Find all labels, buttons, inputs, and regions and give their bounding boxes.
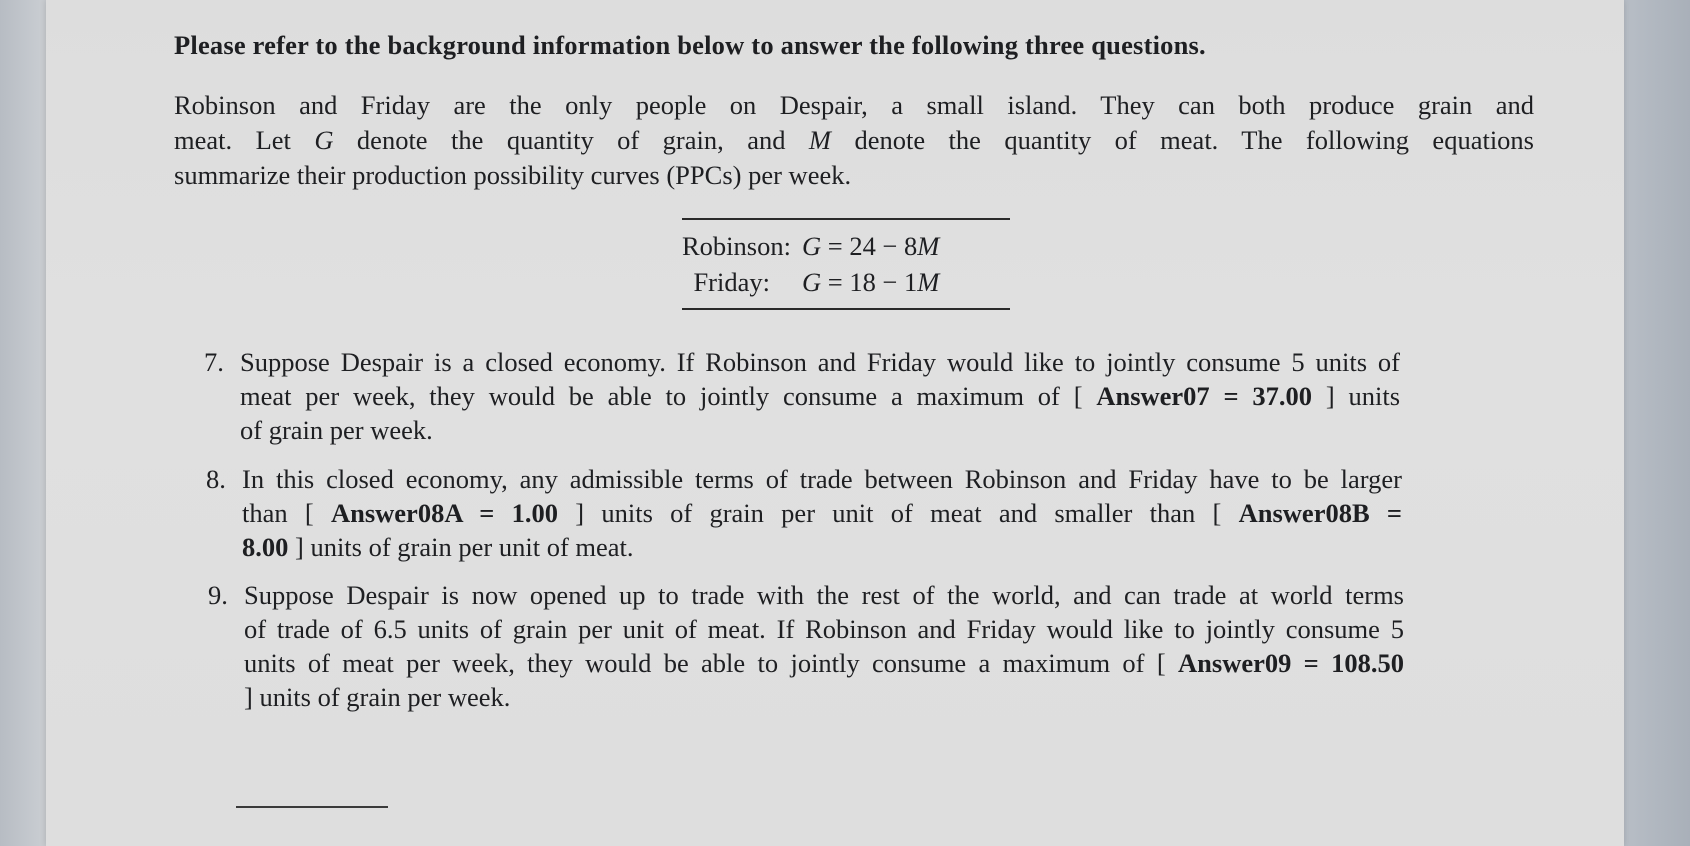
question-body: In this closed economy, any admissible terms of trade between Robinson and Friday have to be larger than [ Answer08A = 1.00 ] units of grain per unit of meat and smaller than [ Answer08B = 8.00 ] units of grain per unit of meat. [242, 464, 1402, 562]
monitor-bezel-right [1618, 0, 1690, 846]
answer-07: Answer07 = 37.00 [1096, 381, 1313, 411]
question-number: 9. [208, 580, 228, 610]
ppc-row-robinson [682, 228, 1010, 264]
question-body: Suppose Despair is a closed economy. If Robinson and Friday would like to jointly consume 5 units of meat per week, they would be able to jointly consume a maximum of [ Answer07 = 37.00 ] units of grain per week. [240, 347, 1401, 445]
answer-09: Answer09 = 108.50 [1178, 648, 1404, 678]
document-page [46, 0, 1624, 846]
monitor-bezel-left [0, 0, 40, 846]
intro-line-2: meat. Let G denote the quantity of grain, and M denote the quantity of meat. The following equations [174, 125, 1534, 155]
background-paragraph [174, 88, 1534, 193]
question-9 [208, 578, 1408, 728]
intro-line-1: Robinson and Friday are the only people on Despair, a small island. They can both produce grain and [174, 90, 1534, 120]
intro-line-3: summarize their production possibility curves (PPCs) per week. [174, 160, 852, 190]
answer-08b-value: 8.00 [242, 532, 289, 562]
question-number: 7. [204, 347, 224, 377]
answer-08a: Answer08A = 1.00 [330, 498, 558, 528]
ppc-row-friday [682, 264, 1010, 300]
ppc-equation: G = 24 − 8M [802, 230, 940, 261]
footnote-rule [236, 806, 388, 808]
ppc-equation: G = 18 − 1M [802, 266, 940, 297]
question-7 [204, 345, 1404, 455]
instructions-heading: Please refer to the background information below to answer the following three questions. [174, 30, 1206, 60]
question-8 [206, 462, 1406, 572]
ppc-equation-table [682, 218, 1010, 310]
answer-08b-label: Answer08B = [1238, 498, 1402, 528]
question-number: 8. [206, 464, 226, 494]
ppc-name: Robinson: [682, 230, 791, 261]
ppc-name: Friday: [693, 266, 770, 297]
question-body: Suppose Despair is now opened up to trade with the rest of the world, and can trade at world terms of trade of 6.5 units of grain per unit of meat. If Robinson and Friday would like to jointly consume 5 units of meat per week, they would be able to jointly consume a maximum of [ Answer09 = 108.50 ] units of grain per week. [244, 580, 1404, 712]
